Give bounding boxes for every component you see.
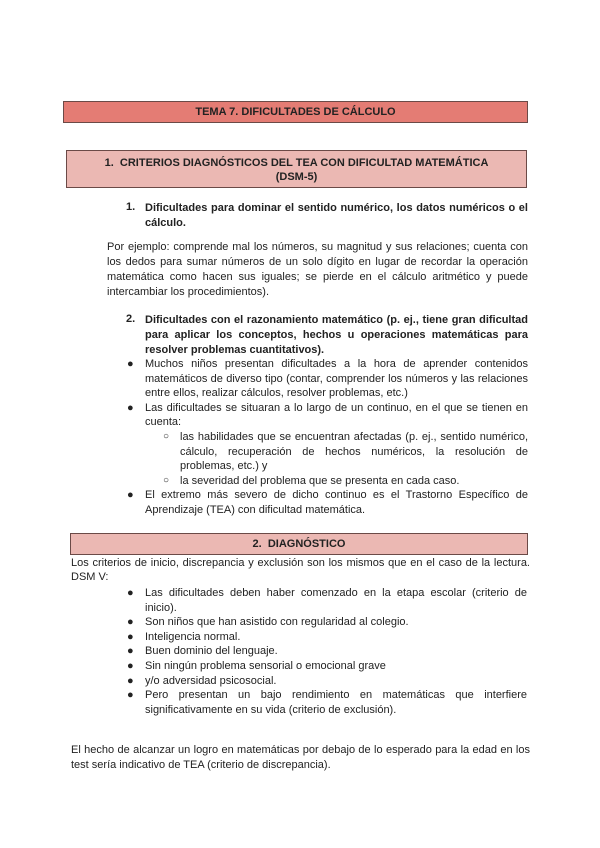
list-item-text: Muchos niños presentan dificultades a la hora de aprender contenidos matemáticos de diverso tipo (contar, comprender los números y las relaciones entre ellos, realizar cálculos, resolver problemas, etc.): [145, 358, 528, 400]
sub-list-item-text: la severidad del problema que se presenta en cada caso.: [180, 474, 460, 487]
section-2-number: 2.: [252, 538, 262, 550]
bullet-icon: ●: [127, 401, 134, 414]
section-2-intro: Los criterios de inicio, discrepancia y exclusión son los mismos que en el caso de la lectura. DSM V:: [71, 557, 530, 583]
list-item-text: Buen dominio del lenguaje.: [145, 645, 278, 658]
list-item-text: Sin ningún problema sensorial o emocional grave: [145, 659, 386, 672]
list-item: [127, 357, 528, 401]
section-2-header: [70, 533, 528, 555]
sub-2-number: 2.: [126, 313, 136, 325]
list-item-text: Las dificultades se situaran a lo largo de un continuo, en el que se tienen en cuenta:: [145, 401, 528, 429]
list-item: [127, 630, 527, 645]
list-item-text: Pero presentan un bajo rendimiento en matemáticas que interfiere significativamente en su vida (criterio de exclusión).: [145, 689, 527, 716]
document-title-text: TEMA 7. DIFICULTADES DE CÁLCULO: [195, 106, 396, 118]
list-item: [127, 688, 527, 717]
list-item-text: Inteligencia normal.: [145, 630, 241, 643]
list-item-text: Son niños que han asistido con regularidad al colegio.: [145, 616, 409, 629]
section-1-title: CRITERIOS DIAGNÓSTICOS DEL TEA CON DIFICULTAD MATEMÁTICA: [119, 157, 489, 169]
sub-2-bullet-list: [127, 357, 528, 518]
list-item-text: El extremo más severo de dicho continuo es el Trastorno Específico de Aprendizaje (TEA) con dificultad matemática.: [145, 489, 528, 516]
sub-bullet-list: [163, 430, 528, 488]
list-item: [127, 659, 527, 674]
bullet-icon: ●: [127, 358, 134, 370]
list-item: [127, 674, 527, 689]
sub-1-example-paragraph: Por ejemplo: comprende mal los números, su magnitud y sus relaciones; cuenta con los dedos para sumar números de un solo dígito en lugar de recordar la operación matemática como hacen sus iguales; se pierde en el cálculo aritmético y puede intercambiar los procedimientos).: [107, 241, 528, 298]
list-item: [127, 401, 528, 489]
list-item-text: y/o adversidad psicosocial.: [145, 674, 277, 687]
bullet-icon: ●: [127, 489, 134, 502]
bullet-icon: ●: [127, 674, 134, 687]
list-item: [127, 586, 527, 615]
sub-2-heading: Dificultades con el razonamiento matemático (p. ej., tiene gran dificultad para aplicar los conceptos, hechos u operaciones matemáticas para resolver problemas cuantitativos).: [145, 314, 528, 356]
bullet-icon: ●: [127, 630, 134, 643]
list-item: [127, 644, 527, 659]
sub-list-item: [163, 430, 528, 474]
sub-1-number: 1.: [126, 201, 136, 213]
section-1-number: 1.: [104, 157, 114, 169]
bullet-icon: ●: [127, 689, 134, 702]
circle-bullet-icon: ○: [163, 474, 170, 486]
document-title: [63, 101, 528, 123]
bullet-icon: ●: [127, 645, 134, 658]
closing-paragraph: El hecho de alcanzar un logro en matemáticas por debajo de lo esperado para la edad en los test sería indicativo de TEA (criterio de discrepancia).: [71, 744, 530, 771]
bullet-icon: ●: [127, 587, 134, 599]
list-item: [127, 488, 528, 517]
list-item-text: Las dificultades deben haber comenzado en la etapa escolar (criterio de inicio).: [145, 587, 527, 614]
section-1-title-line2: (DSM-5): [275, 171, 318, 183]
bullet-icon: ●: [127, 659, 134, 672]
bullet-icon: ●: [127, 616, 134, 629]
sub-list-item-text: las habilidades que se encuentran afectadas (p. ej., sentido numérico, cálculo, recuperación de hechos numéricos, la resolución de problemas, etc.) y: [180, 430, 528, 473]
circle-bullet-icon: ○: [163, 430, 170, 442]
section-1-title-line1: [67, 156, 526, 170]
sub-1-heading: Dificultades para dominar el sentido numérico, los datos numéricos o el cálculo.: [145, 202, 528, 229]
section-2-title: DIAGNÓSTICO: [267, 538, 346, 550]
sub-list-item: [163, 474, 528, 489]
section-1-header: [66, 150, 527, 188]
section-2-bullet-list: [127, 586, 527, 717]
list-item: [127, 615, 527, 630]
